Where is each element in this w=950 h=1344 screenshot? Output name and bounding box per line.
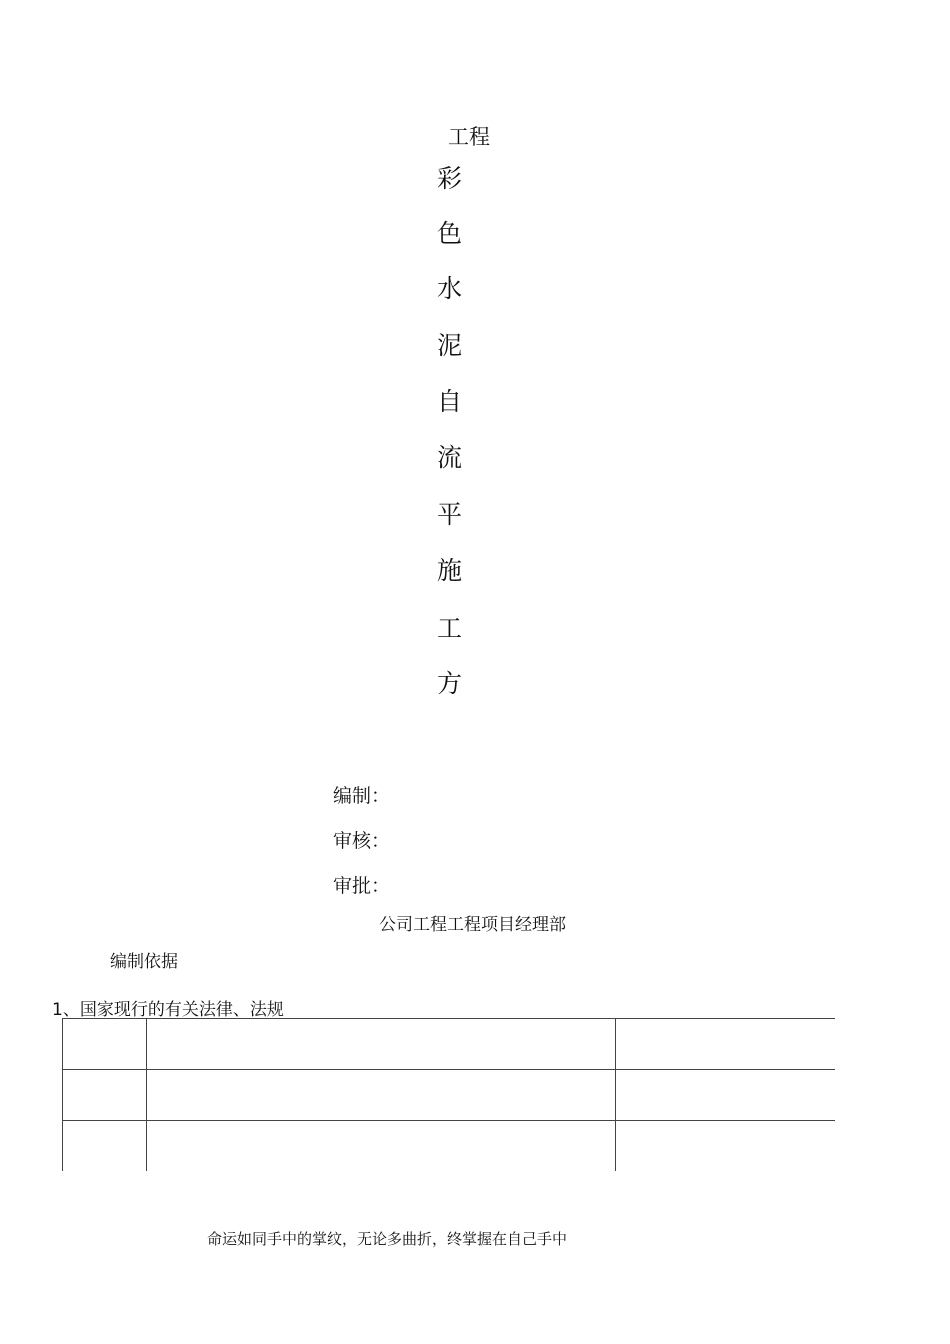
title-char: 流 [437, 443, 463, 472]
list-item: 1、国家现行的有关法律、法规 [52, 1000, 284, 1020]
title-char: 施 [437, 556, 463, 585]
title-char: 平 [437, 500, 463, 529]
footer-motto: 命运如同手中的掌纹，无论多曲折，终掌握在自己手中 [207, 1230, 568, 1248]
table-row [63, 1019, 836, 1070]
table-row [63, 1121, 836, 1172]
table-row [63, 1070, 836, 1121]
table-cell [616, 1121, 836, 1172]
table-cell [63, 1070, 147, 1121]
project-label: 工程 [448, 125, 490, 149]
basis-table [62, 1018, 835, 1171]
table-cell [63, 1121, 147, 1172]
table-cell [616, 1070, 836, 1121]
table-cell [63, 1019, 147, 1070]
company-name: 公司工程工程项目经理部 [379, 915, 566, 935]
approve-label: 审批： [333, 875, 391, 897]
title-char: 自 [437, 387, 463, 416]
title-char: 方 [437, 669, 463, 698]
title-char: 彩 [437, 164, 463, 193]
table-cell [147, 1121, 616, 1172]
section-heading: 编制依据 [110, 952, 178, 972]
compile-label: 编制： [333, 785, 391, 807]
table-cell [147, 1019, 616, 1070]
table-cell [616, 1019, 836, 1070]
review-label: 审核： [333, 830, 391, 852]
title-char: 工 [437, 614, 463, 643]
title-char: 色 [437, 219, 463, 248]
title-char: 水 [437, 274, 463, 303]
title-char: 泥 [437, 331, 463, 360]
table-cell [147, 1070, 616, 1121]
